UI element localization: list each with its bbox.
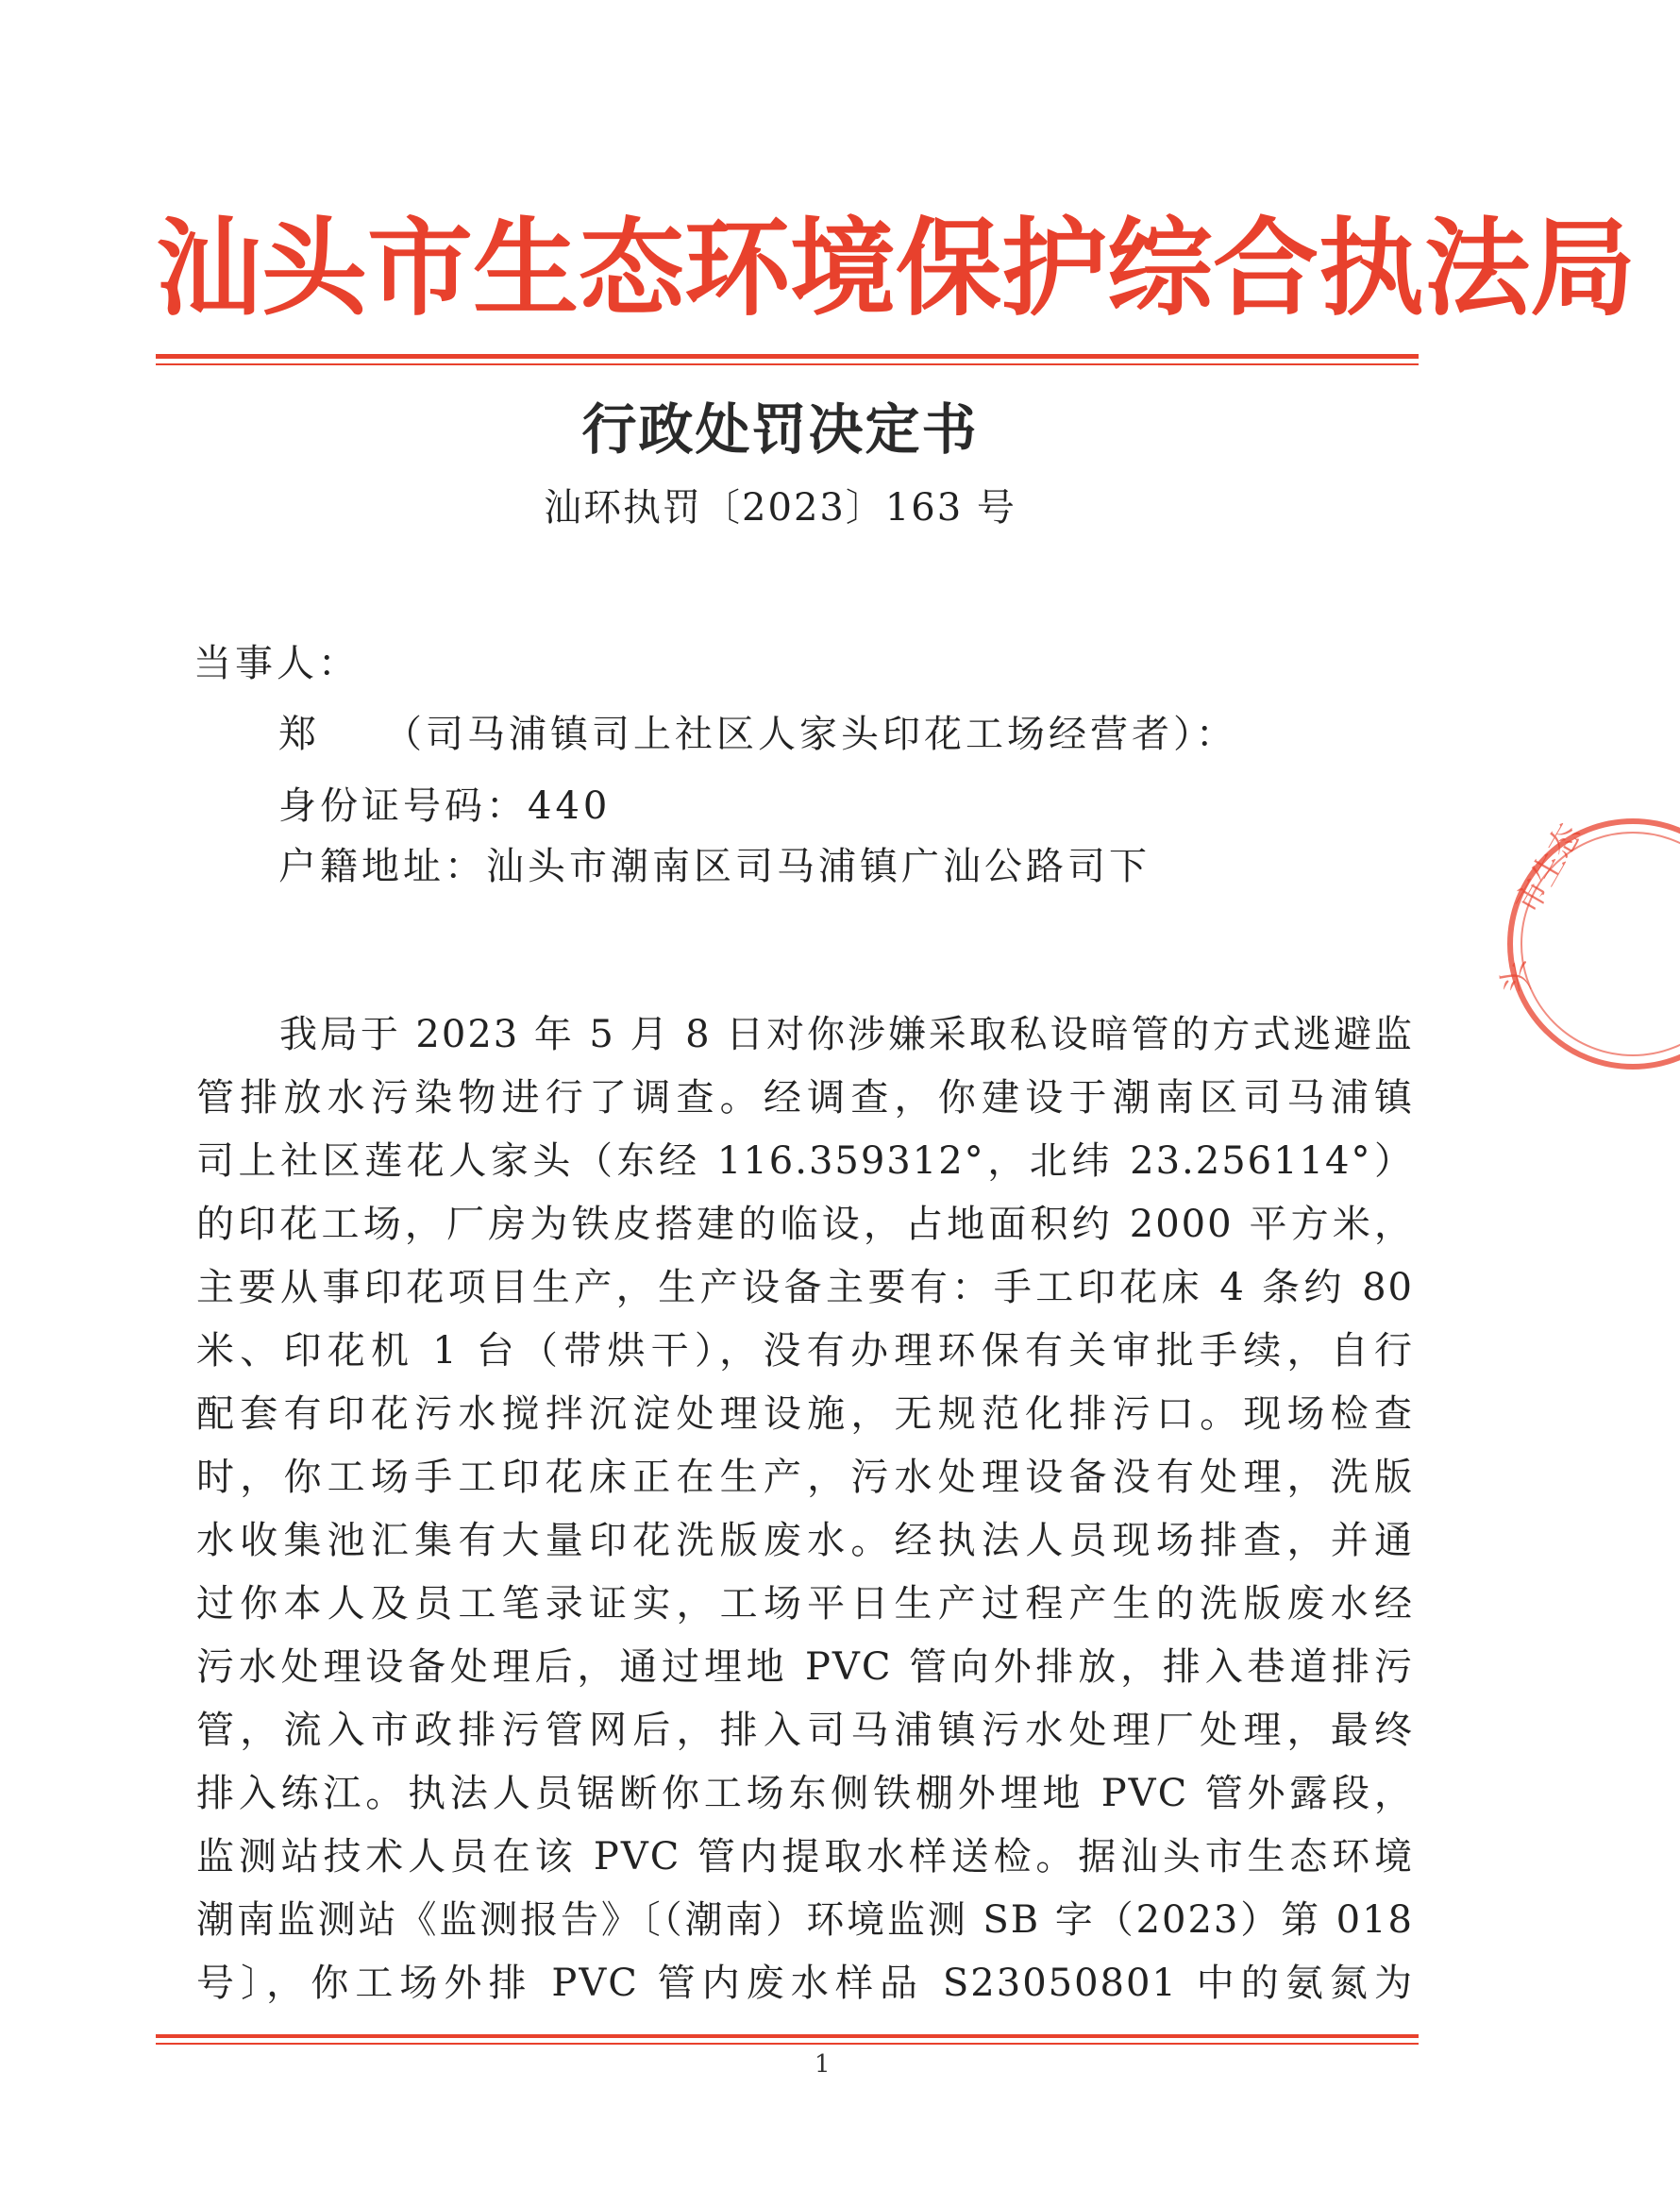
document-number: 汕环执罚〔2023〕163 号	[544, 486, 1016, 530]
body-line: 时，你工场手工印花床正在生产，污水处理设备没有处理，洗版	[196, 1456, 1414, 1499]
body-line: 配套有印花污水搅拌沉淀处理设施，无规范化排污口。现场检查	[196, 1392, 1414, 1436]
body-line: 监测站技术人员在该 PVC 管内提取水样送检。据汕头市生态环境	[196, 1835, 1414, 1878]
body-line: 水收集池汇集有大量印花洗版废水。经执法人员现场排查，并通	[196, 1519, 1414, 1562]
body-line: 我局于 2023 年 5 月 8 日对你涉嫌采取私设暗管的方式逃避监	[279, 1013, 1414, 1056]
official-seal-stamp	[1491, 817, 1680, 1038]
body-line: 排入练江。执法人员锯断你工场东侧铁棚外埋地 PVC 管外露段，	[196, 1772, 1414, 1815]
footer-rule-thin	[156, 2043, 1419, 2045]
page-number: 1	[815, 2050, 831, 2079]
agency-title: 汕头市生态环境保护综合执法局	[156, 207, 1636, 330]
body-line: 司上社区莲花人家头（东经 116.359312°，北纬 23.256114°）	[196, 1139, 1414, 1183]
body-line: 污水处理设备处理后，通过埋地 PVC 管向外排放，排入巷道排污	[196, 1645, 1414, 1689]
body-line: 米、印花机 1 台（带烘干），没有办理环保有关审批手续，自行	[196, 1329, 1414, 1373]
header-rule-thin	[156, 363, 1419, 365]
body-line: 潮南监测站《监测报告》〔（潮南）环境监测 SB 字（2023）第 018	[196, 1898, 1414, 1942]
footer-rule	[156, 2034, 1419, 2038]
body-paragraph	[196, 1003, 1414, 2015]
body-line: 管排放水污染物进行了调查。经调查，你建设于潮南区司马浦镇	[196, 1076, 1414, 1120]
body-line: 的印花工场，厂房为铁皮搭建的临设，占地面积约 2000 平方米，	[196, 1203, 1414, 1246]
body-line: 管，流入市政排污管网后，排入司马浦镇污水处理厂处理，最终	[196, 1709, 1414, 1752]
body-line: 过你本人及员工笔录证实，工场平日生产过程产生的洗版废水经	[196, 1582, 1414, 1626]
party-id-number: 身份证号码：440	[278, 784, 612, 828]
svg-text:头: 头	[1494, 957, 1537, 997]
party-address: 户籍地址：汕头市潮南区司马浦镇广汕公路司下	[278, 845, 1151, 888]
party-label: 当事人：	[193, 642, 360, 685]
body-line: 号〕，你工场外排 PVC 管内废水样品 S23050801 中的氨氮为	[196, 1962, 1414, 2005]
svg-text:市生态: 市生态	[1508, 817, 1589, 920]
document-type: 行政处罚决定书	[581, 397, 979, 462]
header-rule	[156, 354, 1419, 359]
body-line: 主要从事印花项目生产，生产设备主要有：手工印花床 4 条约 80	[196, 1266, 1414, 1309]
party-name: 郑 （司马浦镇司上社区人家头印花工场经营者）：	[278, 713, 1237, 756]
